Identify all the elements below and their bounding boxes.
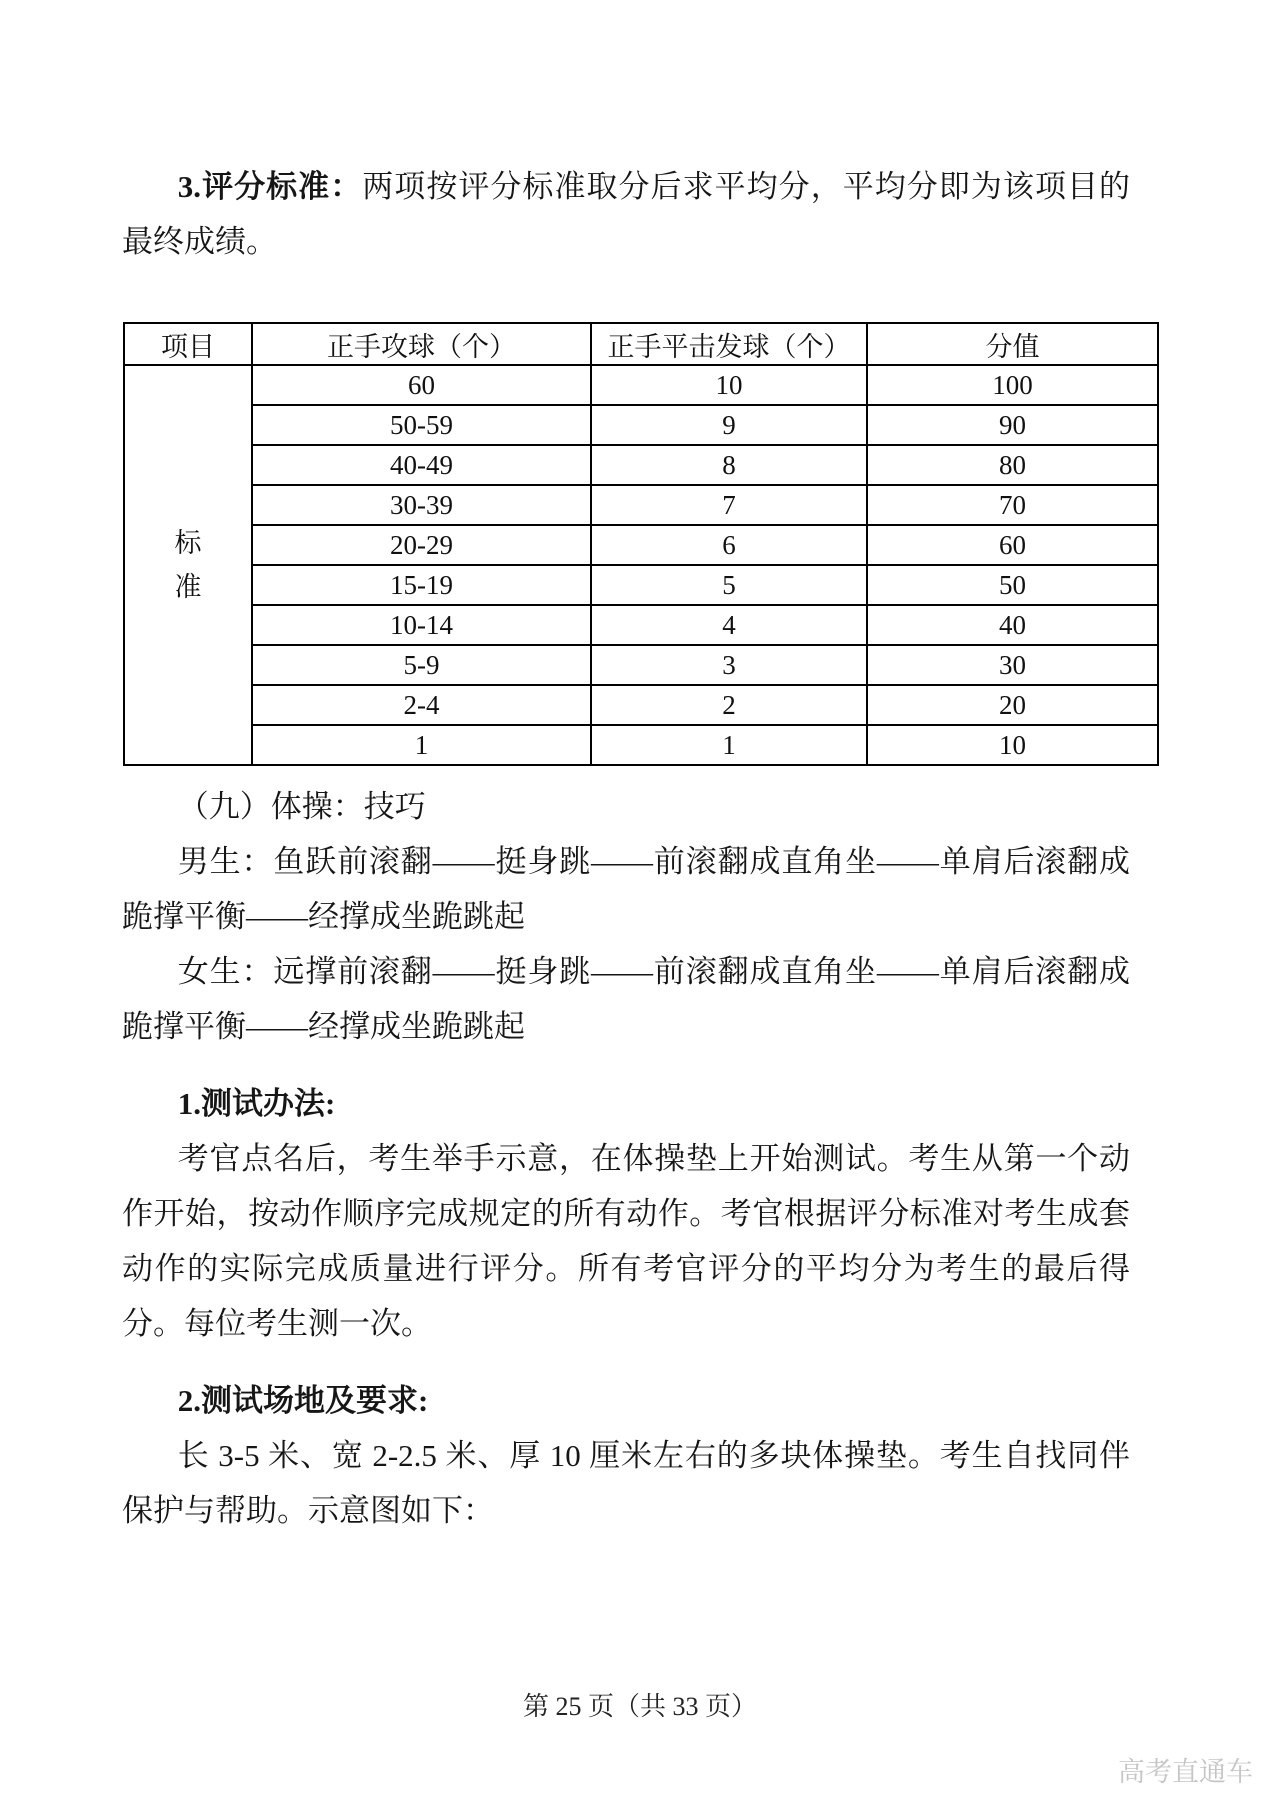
table-cell: 9 xyxy=(591,405,867,445)
table-row xyxy=(124,445,1158,485)
table-cell: 1 xyxy=(252,725,591,765)
scoring-heading: 3.评分标准： xyxy=(177,169,363,204)
table-cell: 5 xyxy=(591,565,867,605)
venue-heading: 2.测试场地及要求: xyxy=(177,1383,429,1418)
table-cell: 20-29 xyxy=(252,525,591,565)
table-cell: 7 xyxy=(591,485,867,525)
score-table-header-row xyxy=(124,323,1158,365)
table-cell: 4 xyxy=(591,605,867,645)
table-row xyxy=(124,565,1158,605)
table-cell: 40-49 xyxy=(252,445,591,485)
header-cell: 正手攻球（个） xyxy=(252,323,591,365)
table-cell: 2-4 xyxy=(252,685,591,725)
gym-male-paragraph: 男生：鱼跃前滚翻——挺身跳——前滚翻成直角坐——单肩后滚翻成跪撑平衡——经撑成坐跪跳起 xyxy=(122,844,1130,934)
header-cell: 正手平击发球（个） xyxy=(591,323,867,365)
table-row xyxy=(124,725,1158,765)
table-cell: 100 xyxy=(867,365,1158,405)
method-heading: 1.测试办法: xyxy=(177,1086,336,1121)
table-cell: 8 xyxy=(591,445,867,485)
merged-label-cell: 标 准 xyxy=(124,365,252,765)
table-row xyxy=(124,685,1158,725)
page-number: 第 25 页（共 33 页） xyxy=(522,1692,757,1721)
table-cell: 60 xyxy=(867,525,1158,565)
table-cell: 50 xyxy=(867,565,1158,605)
table-cell: 90 xyxy=(867,405,1158,445)
table-cell: 2 xyxy=(591,685,867,725)
method-paragraph: 考官点名后，考生举手示意，在体操垫上开始测试。考生从第一个动作开始，按动作顺序完成规定的所有动作。考官根据评分标准对考生成套动作的实际完成质量进行评分。所有考官评分的平均分为考生的最后得分。每位考生测一次。 xyxy=(122,1141,1130,1341)
table-cell: 3 xyxy=(591,645,867,685)
score-table-body xyxy=(124,365,1158,765)
table-row xyxy=(124,525,1158,565)
table-row xyxy=(124,365,1158,405)
venue-paragraph: 长 3-5 米、宽 2-2.5 米、厚 10 厘米左右的多块体操垫。考生自找同伴保护与帮助。示意图如下： xyxy=(122,1438,1130,1528)
table-row xyxy=(124,405,1158,445)
table-cell: 10 xyxy=(591,365,867,405)
header-cell: 项目 xyxy=(124,323,252,365)
table-cell: 10-14 xyxy=(252,605,591,645)
table-cell: 5-9 xyxy=(252,645,591,685)
table-cell: 30-39 xyxy=(252,485,591,525)
table-cell: 60 xyxy=(252,365,591,405)
table-cell: 1 xyxy=(591,725,867,765)
table-cell: 6 xyxy=(591,525,867,565)
table-row xyxy=(124,485,1158,525)
table-cell: 10 xyxy=(867,725,1158,765)
table-cell: 20 xyxy=(867,685,1158,725)
scoring-text: 两项按评分标准取分后求平均分，平均分即为该项目的最终成绩。 xyxy=(122,169,1131,259)
header-cell: 分值 xyxy=(867,323,1158,365)
table-cell: 80 xyxy=(867,445,1158,485)
score-table xyxy=(123,322,1159,766)
table-cell: 70 xyxy=(867,485,1158,525)
table-cell: 50-59 xyxy=(252,405,591,445)
gym-section-title: （九）体操：技巧 xyxy=(177,789,426,824)
table-cell: 40 xyxy=(867,605,1158,645)
watermark: 高考直通车 xyxy=(1118,1757,1253,1787)
scoring-paragraph xyxy=(122,159,1130,269)
table-row xyxy=(124,645,1158,685)
table-cell: 15-19 xyxy=(252,565,591,605)
table-row xyxy=(124,605,1158,645)
table-cell: 30 xyxy=(867,645,1158,685)
gym-female-paragraph: 女生：远撑前滚翻——挺身跳——前滚翻成直角坐——单肩后滚翻成跪撑平衡——经撑成坐跪跳起 xyxy=(122,954,1130,1044)
